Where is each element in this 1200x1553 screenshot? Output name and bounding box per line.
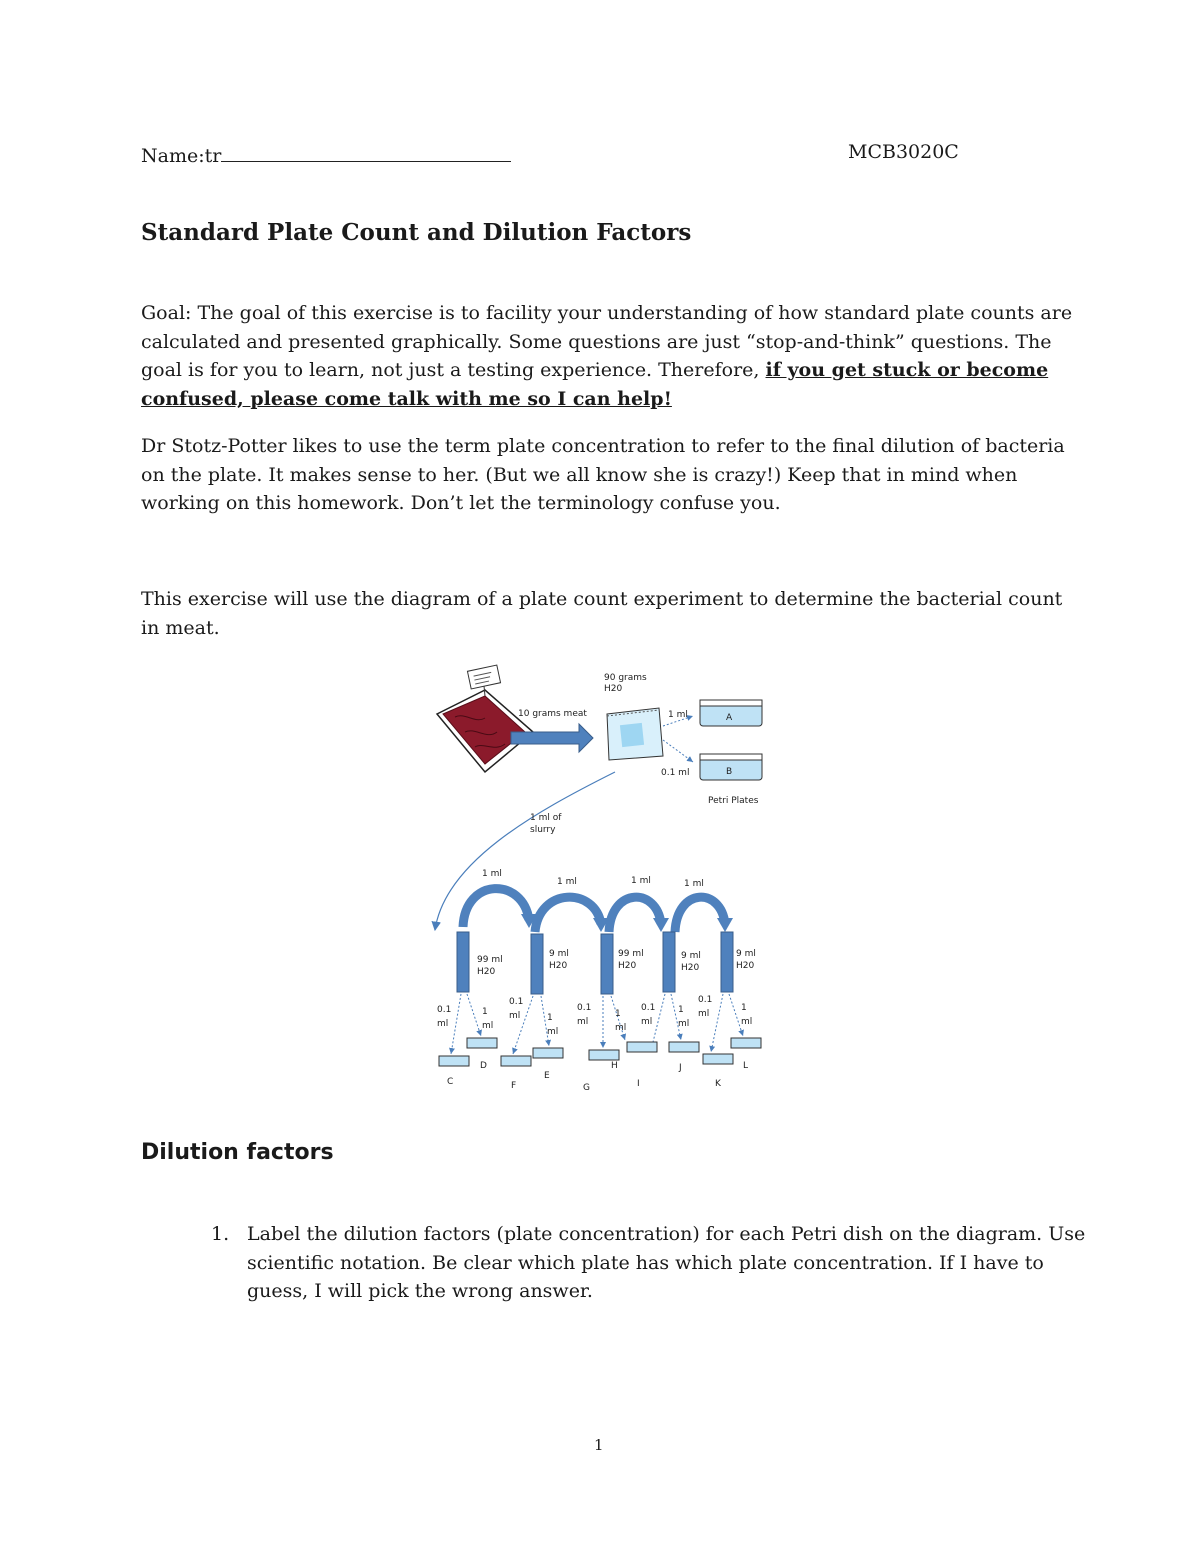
stomacher-bag	[607, 708, 663, 760]
transfer-label-1: 1 ml	[482, 869, 502, 879]
goal-emphasis: if you get stuck or become confused, please come talk with me so I can help!	[141, 359, 1049, 410]
drop-small-2a: 0.1	[509, 997, 524, 1007]
name-label: Name:tr	[141, 145, 222, 167]
slurry-label-2: slurry	[530, 825, 556, 835]
petri-plate-f	[501, 1056, 531, 1066]
tube-2-volume: 9 ml	[549, 949, 569, 959]
plate-d-label: D	[480, 1061, 487, 1071]
meat-label: 10 grams meat	[518, 709, 587, 719]
tube-4-volume: 9 ml	[681, 951, 701, 961]
slurry-label-1: 1 ml of	[530, 813, 562, 823]
question-number: 1.	[211, 1223, 230, 1245]
plate-b-label: B	[726, 767, 733, 777]
petri-plate-i	[669, 1042, 699, 1052]
question-text: Label the dilution factors (plate concentration) for each Petri dish on the diagram. Use scientific notation. Be clear which plate has which plate concentration. If I have to guess, I will pick the wrong answer.	[247, 1223, 1086, 1302]
drop-large-5b: ml	[741, 1017, 753, 1027]
drop-large-3b: ml	[615, 1023, 627, 1033]
water-label-1: 90 grams	[604, 673, 647, 683]
transfer-label-3: 1 ml	[631, 876, 651, 886]
petri-plate-j	[703, 1054, 733, 1064]
drop-large-1a: 1	[482, 1007, 488, 1017]
tube-1-volume: 99 ml	[477, 955, 503, 965]
tube-3	[601, 934, 613, 994]
petri-plate-e	[533, 1048, 563, 1058]
a-volume: 1 ml	[668, 710, 688, 720]
name-field	[141, 141, 511, 167]
drop-large-4b: ml	[678, 1019, 690, 1029]
page-title: Standard Plate Count and Dilution Factors	[141, 219, 692, 246]
drop-small-4b: ml	[641, 1017, 653, 1027]
petri-plates-label: Petri Plates	[708, 796, 759, 806]
tube-1-liquid: H20	[477, 967, 496, 977]
plate-a-label: A	[726, 713, 733, 723]
petri-plate-g	[589, 1050, 619, 1060]
drop-large-5a: 1	[741, 1003, 747, 1013]
drop-large-2b: ml	[547, 1027, 559, 1037]
plate-j-label: J	[679, 1063, 682, 1073]
tube-3-liquid: H20	[618, 961, 637, 971]
plate-i-label: I	[637, 1079, 640, 1089]
drop-small-2b: ml	[509, 1011, 521, 1021]
plate-h-label: H	[611, 1061, 618, 1071]
note-paragraph: Dr Stotz-Potter likes to use the term plate concentration to refer to the final dilution of bacteria on the plate. It makes sense to her. (But we all know she is crazy!) Keep that in mind when working on this homework. Don’t let the terminology confuse you.	[141, 435, 1065, 514]
tube-4-liquid: H20	[681, 963, 700, 973]
drop-large-2a: 1	[547, 1013, 553, 1023]
tube-4	[663, 932, 675, 992]
drop-small-5b: ml	[698, 1009, 710, 1019]
tube-3-volume: 99 ml	[618, 949, 644, 959]
plate-count-diagram	[425, 662, 775, 1092]
tube-1	[457, 932, 469, 992]
plate-g-label: G	[583, 1083, 590, 1092]
plate-l-label: L	[743, 1061, 749, 1071]
petri-plate-c	[439, 1056, 469, 1066]
course-code: MCB3020C	[848, 141, 959, 163]
tube-5	[721, 932, 733, 992]
drop-large-3a: 1	[615, 1009, 621, 1019]
b-volume: 0.1 ml	[661, 768, 690, 778]
section-heading: Dilution factors	[141, 1140, 334, 1165]
transfer-label-2: 1 ml	[557, 877, 577, 887]
petri-plate-d	[467, 1038, 497, 1048]
drop-small-3b: ml	[577, 1017, 589, 1027]
tube-5-liquid: H20	[736, 961, 755, 971]
drop-small-1b: ml	[437, 1019, 449, 1029]
plate-f-label: F	[511, 1081, 517, 1091]
petri-plate-h	[627, 1042, 657, 1052]
drop-large-4a: 1	[678, 1005, 684, 1015]
goal-paragraph	[141, 299, 1081, 413]
drop-small-5a: 0.1	[698, 995, 713, 1005]
exercise-paragraph: This exercise will use the diagram of a plate count experiment to determine the bacterial count in meat.	[141, 588, 1063, 639]
petri-plate-l	[731, 1038, 761, 1048]
name-underline	[221, 141, 511, 162]
page-number: 1	[594, 1436, 604, 1454]
plate-k-label: K	[715, 1079, 721, 1089]
drop-small-4a: 0.1	[641, 1003, 656, 1013]
plate-c-label: C	[447, 1077, 454, 1087]
goal-text: Goal: The goal of this exercise is to facility your understanding of how standard plate counts are calculated and presented graphically. Some questions are just “stop-and-think” questions. The goal is for you to learn, not just a testing experience. Therefore,	[141, 302, 1073, 381]
transfer-arches	[463, 889, 733, 932]
drop-small-1a: 0.1	[437, 1005, 452, 1015]
drop-large-1b: ml	[482, 1021, 494, 1031]
plate-e-label: E	[544, 1071, 550, 1081]
tube-2-liquid: H20	[549, 961, 568, 971]
drop-small-3a: 0.1	[577, 1003, 592, 1013]
transfer-label-4: 1 ml	[684, 879, 704, 889]
arrow-to-b	[663, 740, 693, 762]
tube-2	[531, 934, 543, 994]
tube-5-volume: 9 ml	[736, 949, 756, 959]
water-label-2: H20	[604, 684, 623, 694]
